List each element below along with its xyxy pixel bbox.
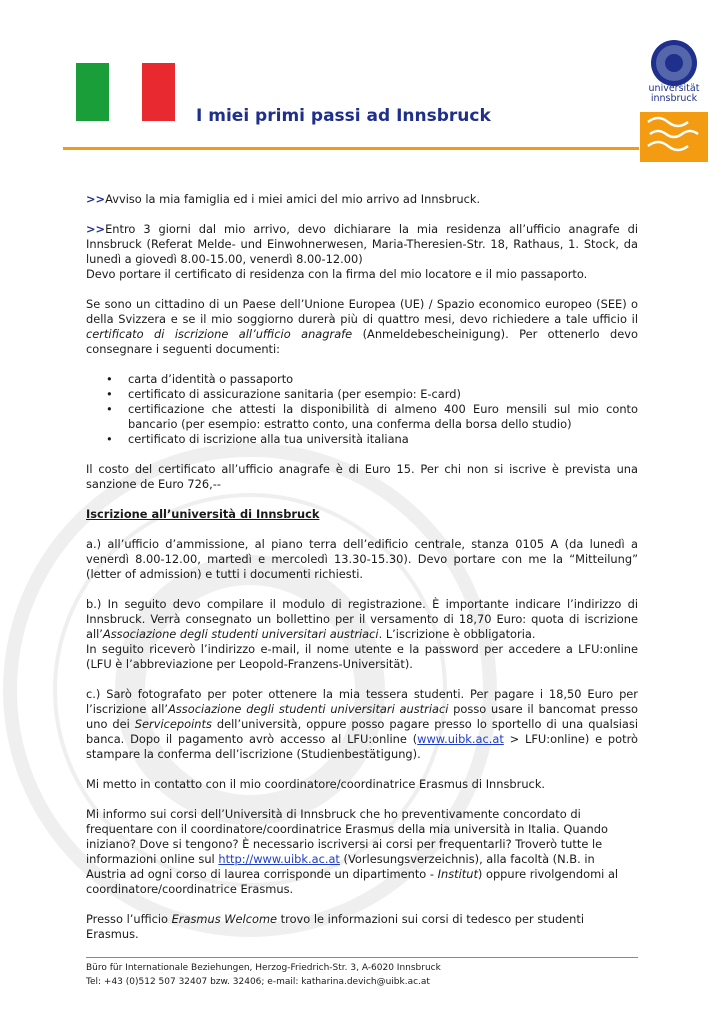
paragraph-cost: Il costo del certificato all’ufficio anagrafe è di Euro 15. Per chi non si iscrive è prevista una sanzione de Euro 726,-- <box>86 462 638 491</box>
documents-list <box>86 372 638 447</box>
paragraph-step-b: b.) In seguito devo compilare il modulo di registrazione. È importante indicare l’indirizzo di Innsbruck. Verrà consegnato un bollettino per il versamento di 18,70 Euro: quota di iscrizione all’Associazione degli studenti universitari austriaci. L’iscrizione è obbligatoria. In seguito riceverò l’indirizzo e-mail, il nome utente e la password per accedere a LFU:online (LFU è l’abbreviazione per Leopold-Franzens-Universität). <box>86 597 638 671</box>
list-item: • carta d’identità o passaporto <box>128 372 638 387</box>
paragraph-step-c: c.) Sarò fotografato per poter ottenere la mia tessera studenti. Per pagare i 18,50 Euro per l’iscrizione all’Associazione degli studenti universitari austriaci posso usare il bancomat presso uno dei Servicepoints dell’università, oppure posso pagare presso lo sportello di una qualsiasi banca. Dopo il pagamento avrò accesso al LFU:online (www.uibk.ac.at > LFU:online) e potrò stampare la conferma dell’iscrizione (Studienbestätigung). <box>86 687 638 761</box>
flag-green-stripe <box>76 63 109 121</box>
document-body <box>86 192 638 957</box>
paragraph-arrival: >>Avviso la mia famiglia ed i miei amici del mio arrivo ad Innsbruck. <box>86 192 481 206</box>
italian-flag <box>76 63 175 121</box>
arrow-marker: >> <box>86 192 106 206</box>
university-logo-text: universität innsbruck <box>648 83 700 104</box>
list-item: • certificazione che attesti la disponibilità di almeno 400 Euro mensili sul mio conto bancario (per esempio: estratto conto, una conferma della borsa dello studio) <box>128 402 638 432</box>
list-item: • certificato di iscrizione alla tua università italiana <box>128 432 638 447</box>
flag-white-stripe <box>109 63 142 121</box>
list-item: • certificato di assicurazione sanitaria (per esempio: E-card) <box>128 387 638 402</box>
uibk-link[interactable]: www.uibk.ac.at <box>417 732 504 746</box>
footer-contact: Tel: +43 (0)512 507 32407 bzw. 32406; e-mail: katharina.devich@uibk.ac.at <box>86 977 430 987</box>
paragraph-eu-citizens: Se sono un cittadino di un Paese dell’Unione Europea (UE) / Spazio economico europeo (SEE) o della Svizzera e se il mio soggiorno durerà più di quattro mesi, devo richiedere a tale ufficio il certificato di iscrizione all’ufficio anagrafe (Anmeldebescheinigung). Per ottenerlo devo consegnare i seguenti documenti: <box>86 297 638 356</box>
section-heading: Iscrizione all’università di Innsbruck <box>86 507 320 521</box>
university-seal-icon <box>649 38 699 88</box>
paragraph-german-courses: Presso l’ufficio Erasmus Welcome trovo le informazioni sui corsi di tedesco per studenti Erasmus. <box>86 912 585 941</box>
arrow-marker: >> <box>86 222 106 236</box>
uibk-url-link[interactable]: http://www.uibk.ac.at <box>218 852 340 866</box>
page-footer <box>86 957 638 989</box>
header-divider <box>63 147 639 150</box>
page-title: I miei primi passi ad Innsbruck <box>196 106 491 126</box>
flag-red-stripe <box>142 63 175 121</box>
paragraph-step-a: a.) all’ufficio d’ammissione, al piano terra dell’edificio centrale, stanza 0105 A (da lunedì a venerdì 8.00-12.00, martedì e mercoledì 13.30-15.30). Devo portare con me la “Mitteilung” (letter of admission) e tutti i documenti richiesti. <box>86 537 638 581</box>
logo-pattern <box>646 114 702 158</box>
paragraph-residence: >>Entro 3 giorni dal mio arrivo, devo dichiarare la mia residenza all’ufficio anagrafe di Innsbruck (Referat Melde- und Einwohnerwesen, Maria-Theresien-Str. 18, Rathaus, 1. Stock, da lunedì a giovedì 8.00-15.00, venerdì 8.00-12.00) Devo portare il certificato di residenza con la firma del mio locatore e il mio passaporto. <box>86 222 638 281</box>
paragraph-courses: Mi informo sui corsi dell’Università di Innsbruck che ho preventivamente concordato di frequentare con il coordinatore/coordinatrice Erasmus della mia università in Italia. Quando iniziano? Dove si tengono? È necessario iscriversi ai corsi per frequentarli? Troverò tutte le informazioni online sul http://www.uibk.ac.at (Vorlesungsverzeichnis), alla facoltà (N.B. in Austria ad ogni corso di laurea corrisponde un dipartimento - Institut) oppure rivolgendomi al coordinatore/coordinatrice Erasmus. <box>86 807 619 896</box>
footer-address: Büro für Internationale Beziehungen, Herzog-Friedrich-Str. 3, A-6020 Innsbruck <box>86 963 441 973</box>
paragraph-contact: Mi metto in contatto con il mio coordinatore/coordinatrice Erasmus di Innsbruck. <box>86 777 546 791</box>
